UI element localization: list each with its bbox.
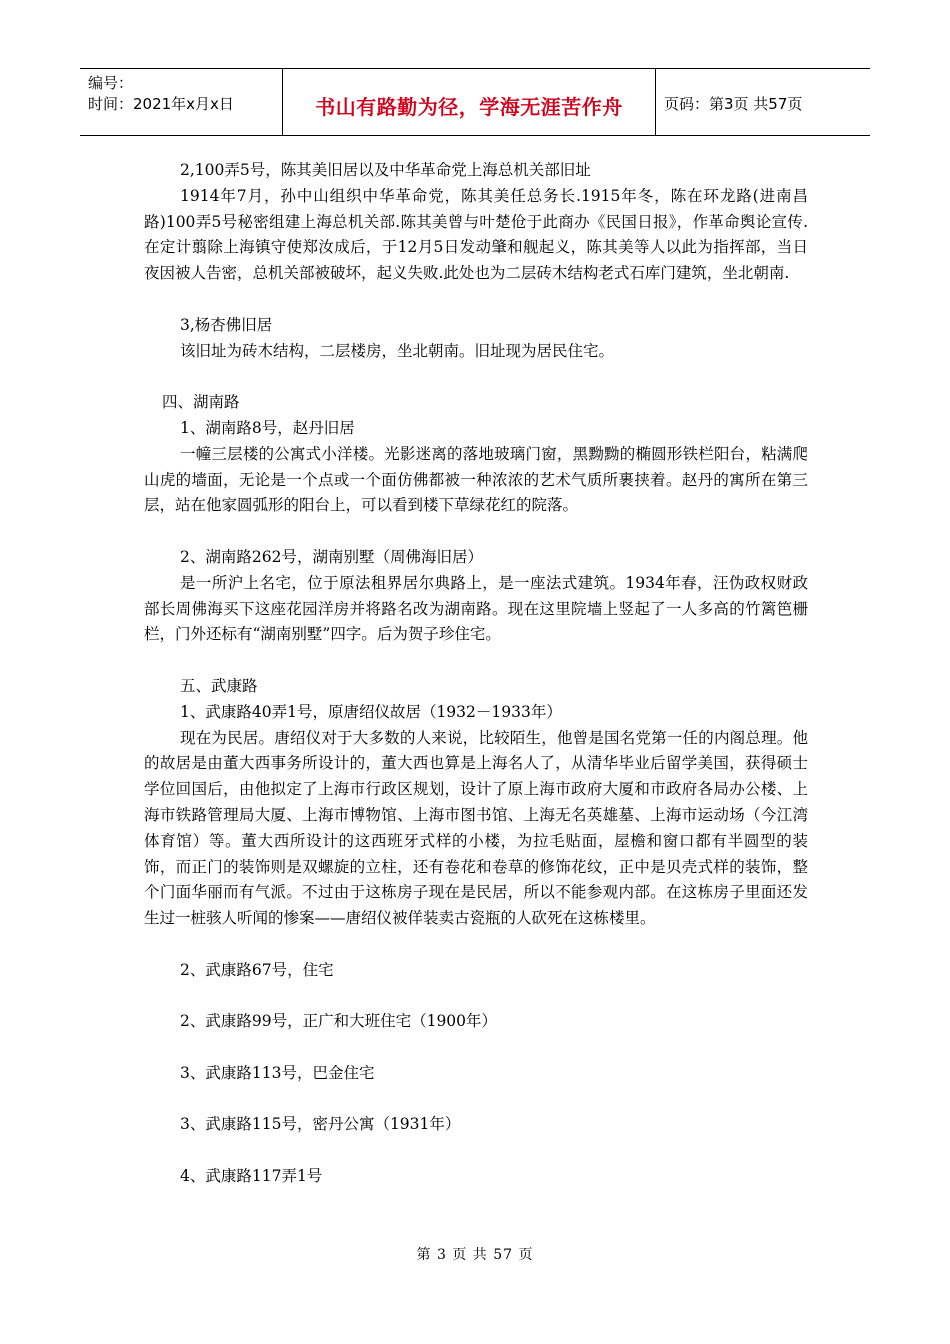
entry-title: 1、武康路40弄1号，原唐绍仪故居（1932－1933年） (180, 702, 562, 721)
body-paragraph: 一幢三层楼的公寓式小洋楼。光影迷离的落地玻璃门窗，黑黝黝的椭圆形铁栏阳台，粘满爬山虎的墙面，无论是一个点或一个面仿佛都被一种浓浓的艺术气质所裹挟着。赵丹的寓所在第三层，站在他家圆弧形的阳台上，可以看到楼下草绿花红的院落。 (144, 444, 808, 515)
entry-title: 2,100弄5号，陈其美旧居以及中华革命党上海总机关部旧址 (180, 161, 591, 179)
entry-title: 3、武康路113号，巴金住宅 (180, 1063, 375, 1082)
header-meta (80, 69, 282, 135)
document-number-label: 编号： (88, 74, 134, 92)
entry-title: 1、湖南路8号，赵丹旧居 (180, 418, 355, 437)
body-paragraph: 是一所沪上名宅，位于原法租界居尔典路上，是一座法式建筑。1934年春，汪伪政权财政部长周佛海买下这座花园洋房并将路名改为湖南路。现在这里院墙上竖起了一人多高的竹篱笆栅栏，门外还标有“湖南别墅”四字。后为贺子珍住宅。 (144, 573, 808, 644)
header-motto: 书山有路勤为径，学海无涯苦作舟 (315, 94, 623, 119)
entry-title: 4、武康路117弄1号 (180, 1167, 323, 1186)
entry-title: 2、湖南路262号，湖南别墅（周佛海旧居） (180, 547, 483, 566)
page-header (80, 68, 870, 136)
section-heading: 五、武康路 (180, 676, 258, 695)
document-body (144, 158, 808, 1190)
header-motto-cell (282, 69, 656, 135)
entry-title: 3,杨杏佛旧居 (180, 315, 273, 334)
document-date: 时间：2021年x月x日 (88, 95, 234, 113)
entry-title: 2、武康路99号，正广和大班住宅（1900年） (180, 1012, 498, 1031)
body-paragraph: 现在为民居。唐绍仪对于大多数的人来说，比较陌生，他曾是国名党第一任的内阁总理。他的故居是由董大西事务所设计的，董大西也算是上海名人了，从清华毕业后留学美国，获得硕士学位回国后，由他拟定了上海市行政区规划，设计了原上海市政府大厦和市政府各局办公楼、上海市铁路管理局大厦、上海市博物馆、上海市图书馆、上海无名英雄墓、上海市运动场（今江湾体育馆）等。董大西所设计的这西班牙式样的小楼，为拉毛贴面，屋檐和窗口都有半圆型的装饰，而正门的装饰则是双螺旋的立柱，还有卷花和卷草的修饰花纹，正中是贝壳式样的装饰，整个门面华丽而有气派。不过由于这栋房子现在是民居，所以不能参观内部。在这栋房子里面还发生过一桩骇人听闻的惨案——唐绍仪被佯装卖古瓷瓶的人砍死在这栋楼里。 (144, 728, 808, 928)
page-footer: 第 3 页 共 57 页 (416, 1247, 534, 1263)
entry-title: 3、武康路115号，密丹公寓（1931年） (180, 1115, 461, 1134)
body-paragraph: 该旧址为砖木结构，二层楼房，坐北朝南。旧址现为居民住宅。 (180, 341, 615, 360)
body-paragraph: 1914年7月，孙中山组织中华革命党，陈其美任总务长.1915年冬，陈在环龙路(进南昌路)100弄5号秘密组建上海总机关部.陈其美曾与叶楚伧于此商办《民国日报》，作革命舆论宣传.在定计翦除上海镇守使郑汝成后，于12月5日发动肇和舰起义，陈其美等人以此为指挥部，当日夜因被人告密，总机关部被破坏，起义失败.此处也为二层砖木结构老式石库门建筑，坐北朝南. (144, 186, 808, 283)
entry-title: 2、武康路67号，住宅 (180, 960, 334, 979)
header-page-cell (656, 69, 870, 135)
header-page-info: 页码：第3页 共57页 (664, 94, 803, 113)
section-heading: 四、湖南路 (162, 393, 240, 412)
